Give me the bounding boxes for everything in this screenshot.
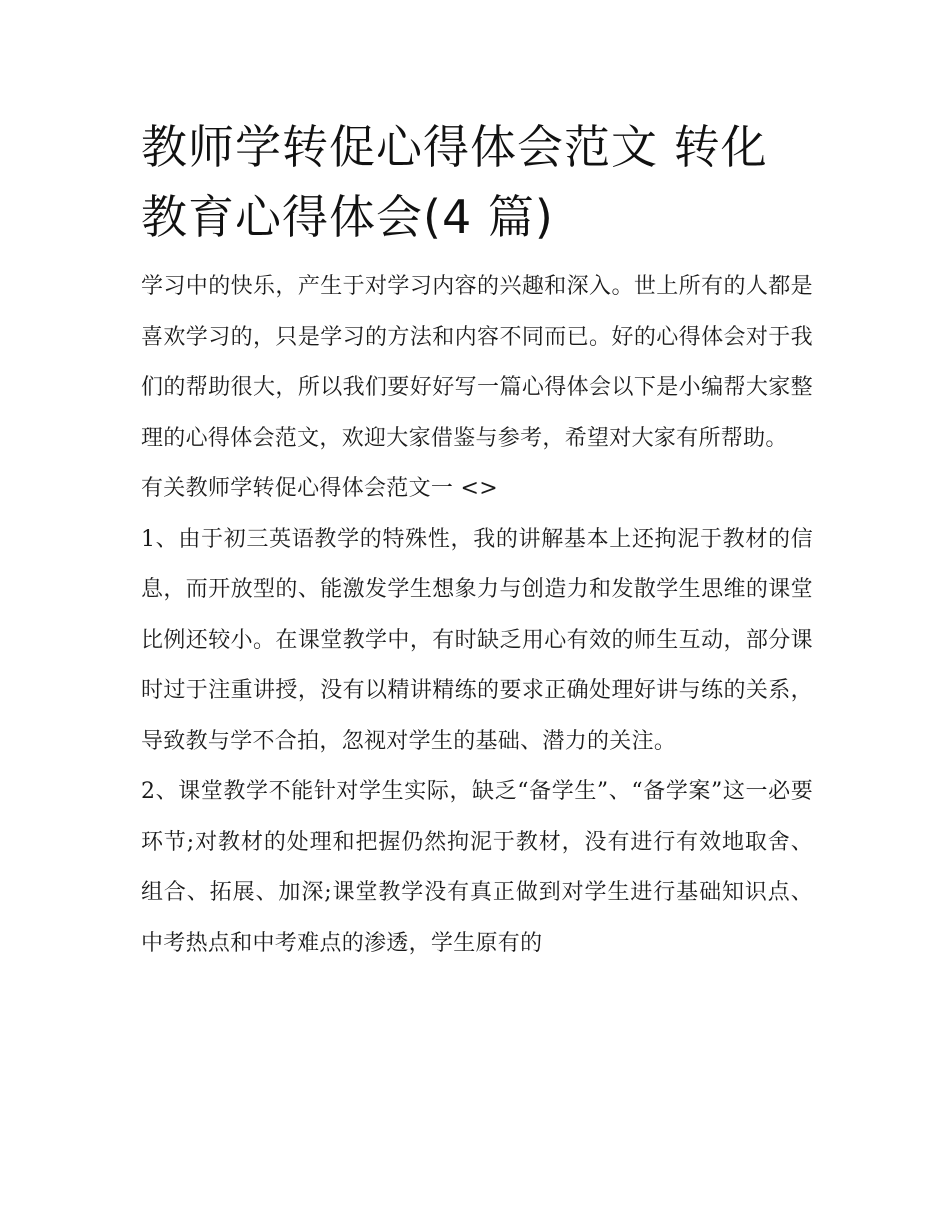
document-page bbox=[141, 112, 813, 969]
intro-paragraph: 学习中的快乐，产生于对学习内容的兴趣和深入。世上所有的人都是喜欢学习的，只是学习的方法和内容不同而已。好的心得体会对于我们的帮助很大，所以我们要好好写一篇心得体会以下是小编帮大家整理的心得体会范文，欢迎大家借鉴与参考，希望对大家有所帮助。 bbox=[141, 274, 813, 451]
body-paragraph-2: 2、课堂教学不能针对学生实际，缺乏“备学生”、“备学案”这一必要环节;对教材的处理和把握仍然拘泥于教材，没有进行有效地取舍、组合、拓展、加深;课堂教学没有真正做到对学生进行基础知识点、中考热点和中考难点的渗透，学生原有的 bbox=[141, 779, 813, 956]
section-heading: 有关教师学转促心得体会范文一 <> bbox=[141, 476, 498, 501]
body-paragraph-1: 1、由于初三英语教学的特殊性，我的讲解基本上还拘泥于教材的信息，而开放型的、能激发学生想象力与创造力和发散学生思维的课堂比例还较小。在课堂教学中，有时缺乏用心有效的师生互动，部分课时过于注重讲授，没有以精讲精练的要求正确处理好讲与练的关系，导致教与学不合拍，忽视对学生的基础、潜力的关注。 bbox=[141, 526, 813, 754]
document-title: 教师学转促心得体会范文 转化教育心得体会(4 篇) bbox=[141, 120, 768, 244]
